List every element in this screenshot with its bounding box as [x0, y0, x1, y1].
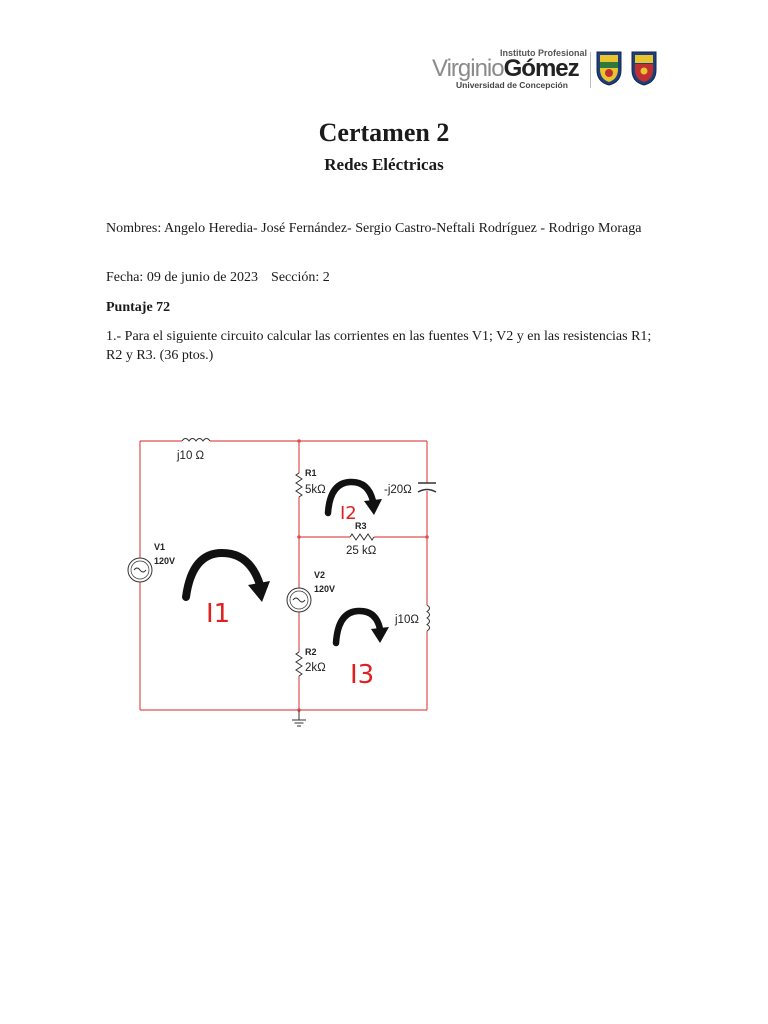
- institute-crest-icon: [595, 50, 623, 86]
- exam-section: Sección: 2: [271, 270, 330, 285]
- logo-institute-line: Instituto Profesional: [500, 48, 588, 58]
- r2-value: 2kΩ: [305, 662, 326, 674]
- mesh-arrow-i1-icon: [186, 553, 270, 602]
- logo-name-light: Virginio: [432, 55, 504, 82]
- mesh-label-i3: I3: [350, 660, 375, 690]
- university-crest-icon: [630, 50, 658, 86]
- question-1: 1.- Para el siguiente circuito calcular las corrientes en las fuentes V1; V2 y en las resistencias R1; R2 y R3. (36 ptos.): [106, 329, 652, 363]
- document-subtitle: Redes Eléctricas: [324, 155, 444, 174]
- capacitor-label: -j20Ω: [384, 484, 412, 496]
- student-names: Nombres: Angelo Heredia- José Fernández- Sergio Castro-Neftali Rodríguez - Rodrigo Moraga: [106, 221, 642, 236]
- inductor-right-symbol: [427, 605, 430, 631]
- score-heading: Puntaje 72: [106, 300, 171, 315]
- mesh-label-i2: I2: [340, 503, 357, 524]
- mesh-arrow-i3-icon: [336, 611, 389, 643]
- circuit-wires: [140, 441, 427, 710]
- inductor-top-symbol: [182, 439, 210, 442]
- logo-university-line: Universidad de Concepción: [456, 80, 568, 90]
- v1-name: V1: [154, 542, 166, 552]
- logo-name-bold: Gómez: [503, 55, 579, 82]
- r2-name: R2: [305, 647, 317, 657]
- institution-logo: [430, 46, 662, 94]
- r2-symbol: [296, 652, 302, 676]
- capacitor-symbol: [418, 483, 436, 492]
- date-section-line: [106, 268, 343, 287]
- v2-name: V2: [314, 570, 326, 580]
- document-title: Certamen 2: [318, 118, 450, 147]
- ground-icon: [292, 710, 306, 726]
- v1-value: 120V: [154, 556, 176, 566]
- r3-name: R3: [355, 521, 367, 531]
- logo-name: [432, 56, 579, 82]
- r1-symbol: [296, 473, 302, 497]
- r3-symbol: [350, 534, 374, 540]
- inductor-right-label: j10Ω: [395, 614, 419, 626]
- v2-value: 120V: [314, 584, 336, 594]
- v2-source-symbol: [287, 588, 311, 612]
- logo-divider: [590, 52, 591, 88]
- mesh-label-i1: I1: [206, 599, 231, 629]
- r1-value: 5kΩ: [305, 484, 326, 496]
- exam-date: Fecha: 09 de junio de 2023: [106, 270, 259, 285]
- r3-value: 25 kΩ: [346, 545, 377, 557]
- r1-name: R1: [305, 468, 317, 478]
- v1-source-symbol: [128, 558, 152, 582]
- circuit-diagram: [100, 425, 460, 735]
- inductor-top-label: j10 Ω: [177, 450, 205, 462]
